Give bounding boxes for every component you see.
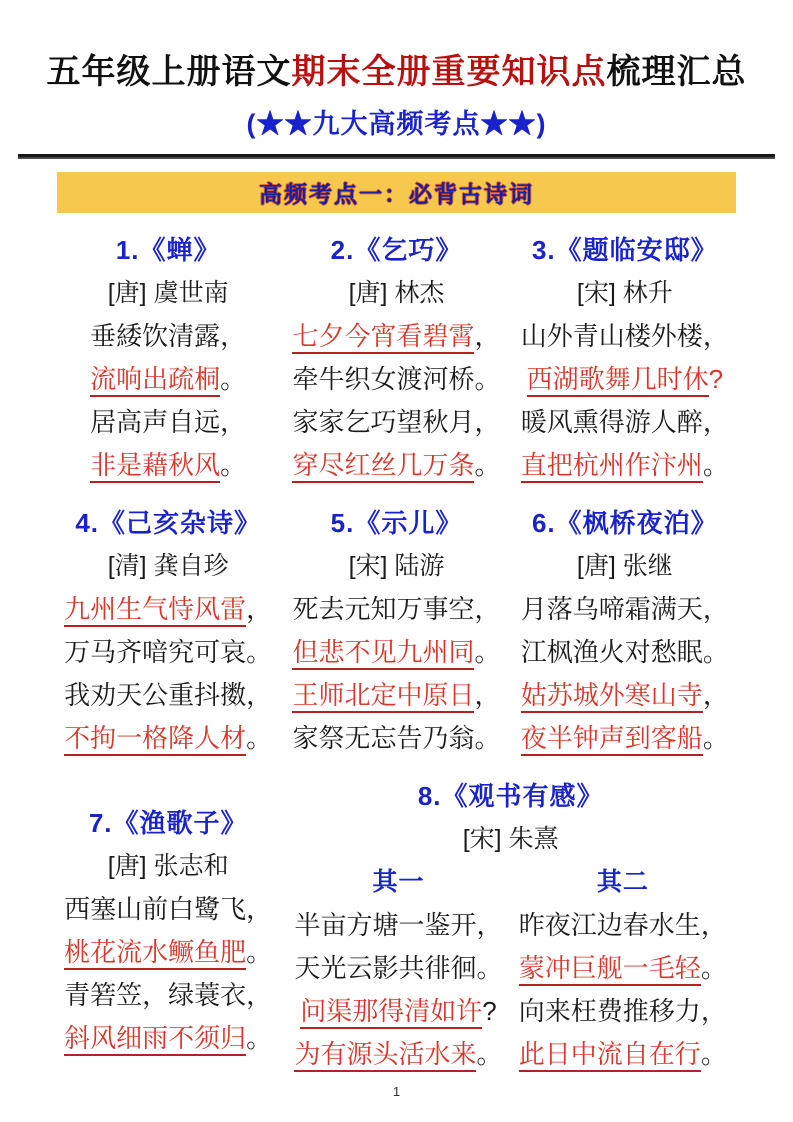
poem-line-text: 万马齐喑究可哀: [64, 637, 247, 667]
poem-author: [唐] 林杰: [348, 279, 445, 307]
poem-line: [58, 631, 278, 674]
poem-line-text: 家祭无忘告乃翁: [292, 723, 475, 753]
poem-title: 7.《渔歌子》: [88, 808, 248, 838]
poem-line-punctuation: 。: [246, 723, 273, 753]
poem-title: 4.《己亥杂诗》: [75, 508, 261, 538]
poem-line-text-highlighted: 斜风细雨不须归: [64, 1023, 246, 1056]
poem-line-text-highlighted: 王师北定中原日: [292, 680, 474, 713]
poem-block: [515, 502, 735, 760]
poem-part-header: 其一: [372, 868, 425, 896]
section-banner: [57, 172, 736, 213]
poem-title: 5.《示儿》: [330, 508, 463, 538]
poem-line-punctuation: ，: [702, 594, 729, 624]
poem-line-text-highlighted: 九州生气恃风雷: [64, 594, 246, 627]
poem-line: [286, 990, 510, 1033]
poem-line: [286, 315, 506, 358]
poem-line-text: 月落乌啼霜满天: [520, 594, 703, 624]
poem-line-punctuation: 。: [246, 937, 273, 967]
poem-line: [286, 358, 506, 401]
poem-line: [515, 401, 735, 444]
poem-line-text-highlighted: 问渠那得清如许: [300, 996, 482, 1029]
poem-line-text-highlighted: 不拘一格降人材: [64, 723, 246, 756]
poem-line-punctuation: 。: [702, 450, 729, 480]
poem-author: [宋] 林升: [576, 279, 673, 307]
poem-line-punctuation: 。: [474, 723, 501, 753]
poem-line-punctuation: ，: [246, 594, 273, 624]
poem-line-text: 昨夜江边春水生: [518, 910, 701, 940]
poem-line: [515, 631, 735, 674]
poem-line-punctuation: ，: [476, 910, 503, 940]
poem-line-text: 牵牛织女渡河桥: [292, 364, 475, 394]
poem-author: [唐] 张继: [576, 552, 673, 580]
poem-line-text: 垂緌饮清露: [90, 321, 221, 351]
poem-line-punctuation: ，: [474, 594, 501, 624]
poem-line-text: 居高声自远: [90, 407, 221, 437]
page-number: 1: [392, 1084, 401, 1099]
divider-double-rule: [18, 154, 775, 159]
poem-line: [515, 315, 735, 358]
poems-grid: [58, 229, 735, 1076]
poem-line: [286, 631, 506, 674]
poem-line: [286, 444, 506, 487]
poem-line-punctuation: ，: [246, 680, 273, 710]
poem-line-punctuation: 。: [474, 637, 501, 667]
poem-line-text-highlighted: 此日中流自在行: [519, 1039, 701, 1072]
poem-line-text: 青箬笠，绿蓑衣: [64, 980, 247, 1010]
poem-line-punctuation: 。: [474, 450, 501, 480]
poem-line-punctuation: ，: [474, 407, 501, 437]
poem-line-text: 家家乞巧望秋月: [292, 407, 475, 437]
poem-line: [515, 444, 735, 487]
poem-part: [511, 861, 735, 1076]
poem-author: [宋] 陆游: [348, 552, 445, 580]
poem-line: [58, 931, 278, 974]
poem-author: [唐] 张志和: [107, 852, 229, 880]
poem-part-header: 其二: [596, 868, 649, 896]
poem-line-text: 死去元知万事空: [292, 594, 475, 624]
poem-line: [58, 888, 278, 931]
poem-line-punctuation: ，: [700, 910, 727, 940]
poem-line: [515, 717, 735, 760]
page-subtitle: (★★九大高频考点★★): [246, 109, 547, 139]
poem-line-text: 天光云影共徘徊: [294, 953, 477, 983]
poem-line: [58, 588, 278, 631]
poem-line: [511, 904, 735, 947]
poem-line: [58, 717, 278, 760]
poem-block: [58, 229, 278, 487]
poem-line-punctuation: 。: [700, 953, 727, 983]
poem-title: 2.《乞巧》: [330, 235, 463, 265]
poem-line-punctuation: ，: [474, 321, 501, 351]
poem-line: [286, 1033, 510, 1076]
poem-line-text-highlighted: 夜半钟声到客船: [521, 723, 703, 756]
section-banner-label: 高频考点一：必背古诗词: [259, 181, 534, 207]
poem-title: 8.《观书有感》: [417, 781, 604, 811]
poem-author: [宋] 朱熹: [462, 825, 559, 853]
poem-line: [286, 904, 510, 947]
poem-line: [286, 588, 506, 631]
poem-line-text: 我劝天公重抖擞: [64, 680, 247, 710]
poem-line-text: 半亩方塘一鉴开: [294, 910, 477, 940]
poem-line-punctuation: ，: [246, 980, 273, 1010]
poem-line-text-highlighted: 蒙冲巨舰一毛轻: [519, 953, 701, 986]
poem-line-punctuation: 。: [476, 953, 503, 983]
poem-block: [58, 502, 278, 760]
poem-line-punctuation: 。: [220, 364, 247, 394]
poem-line-text-highlighted: 非是藉秋风: [90, 450, 220, 483]
poem-line-text-highlighted: 为有源头活水来: [294, 1039, 476, 1072]
poem-line: [515, 358, 735, 401]
poem-line-punctuation: 。: [220, 450, 247, 480]
poem-line-punctuation: 。: [246, 637, 273, 667]
poem-author: [唐] 虞世南: [107, 279, 229, 307]
poem-line-text: 西塞山前白鹭飞: [64, 894, 247, 924]
poem-title: 1.《蝉》: [115, 235, 221, 265]
poem-line-punctuation: ?: [482, 996, 497, 1026]
poem-line: [515, 674, 735, 717]
poem-block: [515, 229, 735, 487]
poem-part: [286, 861, 510, 1076]
poem-line: [286, 674, 506, 717]
poem-author: [清] 龚自珍: [107, 552, 229, 580]
poem-line-punctuation: ，: [702, 680, 729, 710]
poem-line-punctuation: 。: [702, 723, 729, 753]
poem-line-punctuation: 。: [476, 1039, 503, 1069]
poem-line-punctuation: 。: [700, 1039, 727, 1069]
poem-line: [58, 444, 278, 487]
poem-line-text: 江枫渔火对愁眠: [520, 637, 703, 667]
poem-line-text-highlighted: 西湖歌舞几时休: [527, 364, 709, 397]
poem-line: [286, 401, 506, 444]
poem-line-text-highlighted: 穿尽红丝几万条: [292, 450, 474, 483]
poem-line-text-highlighted: 流响出疏桐: [90, 364, 220, 397]
poem-line-text-highlighted: 直把杭州作汴州: [521, 450, 703, 483]
poem-line-punctuation: ，: [220, 321, 247, 351]
poem-line-text-highlighted: 姑苏城外寒山寺: [521, 680, 703, 713]
poem-line-punctuation: ?: [708, 364, 724, 394]
poem-line: [286, 717, 506, 760]
poem-line: [58, 315, 278, 358]
poem-line-punctuation: ，: [700, 996, 727, 1026]
poem-line-punctuation: 。: [246, 1023, 273, 1053]
poem-parts: [286, 861, 735, 1076]
poem-line: [58, 974, 278, 1017]
poem-line: [58, 674, 278, 717]
poem-block: [286, 502, 506, 760]
poem-line: [58, 401, 278, 444]
poem-line: [286, 947, 510, 990]
poem-line-punctuation: ，: [702, 321, 729, 351]
page-title: [0, 0, 793, 96]
poem-block: [286, 229, 506, 487]
poem-line: [511, 990, 735, 1033]
poem-line: [511, 1033, 735, 1076]
poem-line: [58, 358, 278, 401]
poem-line-punctuation: ，: [702, 407, 729, 437]
poem-line-text: 向来枉费推移力: [518, 996, 701, 1026]
poem-line: [515, 588, 735, 631]
title-part-black-2: 梳理汇总: [606, 54, 747, 91]
poem-line-punctuation: ，: [246, 894, 273, 924]
title-part-red: 期末全册重要知识点: [291, 54, 607, 91]
poem-line-punctuation: ，: [474, 680, 501, 710]
poem-title: 3.《题临安邸》: [531, 235, 718, 265]
poem-line-punctuation: 。: [702, 637, 729, 667]
poem-line-punctuation: 。: [474, 364, 501, 394]
poem-line: [58, 1017, 278, 1060]
poem-line-punctuation: ，: [220, 407, 247, 437]
poem-block: [286, 775, 735, 1076]
poem-line-text-highlighted: 七夕今宵看碧霄: [292, 321, 474, 354]
poem-line: [511, 947, 735, 990]
poem-title: 6.《枫桥夜泊》: [531, 508, 718, 538]
poem-line-text-highlighted: 桃花流水鳜鱼肥: [64, 937, 246, 970]
poem-line-text: 山外青山楼外楼: [520, 321, 703, 351]
poem-block: [58, 802, 278, 1076]
poem-line-text: 暖风熏得游人醉: [520, 407, 703, 437]
title-part-black-1: 五年级上册语文: [46, 54, 292, 91]
poem-line-text-highlighted: 但悲不见九州同: [292, 637, 474, 670]
